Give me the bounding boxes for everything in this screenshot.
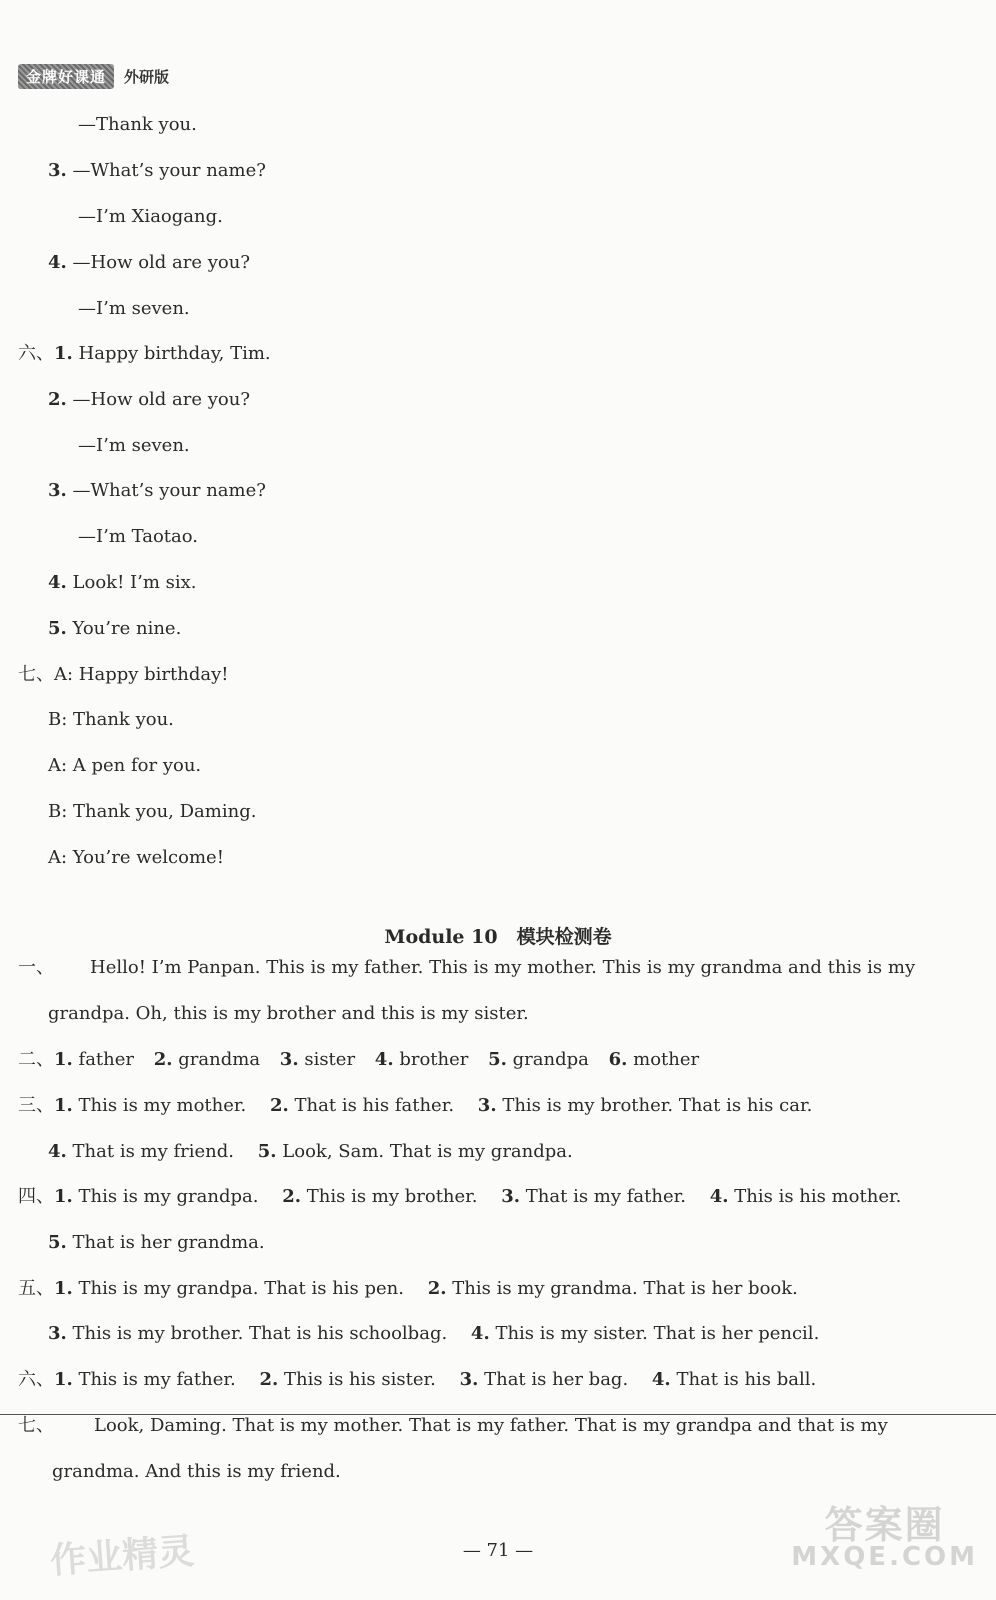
stamp-watermark: 作业精灵	[48, 1531, 196, 1582]
answer-line: —I’m Taotao.	[78, 526, 199, 547]
watermark-main: 答案圈	[824, 1503, 945, 1547]
answer-line: 3. —What’s your name?	[48, 480, 266, 501]
page-number: — 71 —	[462, 1540, 534, 1561]
answer-line: A: A pen for you.	[48, 755, 202, 776]
section-four-row-2: 5. That is her grandma.	[48, 1232, 265, 1253]
series-logo: 金牌好课通	[18, 64, 114, 89]
answer-line: 3. —What’s your name?	[48, 160, 266, 181]
answer-line: —I’m seven.	[78, 298, 190, 319]
answer-line: B: Thank you.	[48, 709, 174, 730]
section-five-row-1: 五、1. This is my grandpa. That is his pen. 2. This is my grandma. That is her book.	[18, 1278, 798, 1299]
answer-line: 六、1. Happy birthday, Tim.	[18, 343, 271, 364]
section-one-line-1: 一、 Hello! I’m Panpan. This is my father. This is my mother. This is my grandma and this is my	[18, 957, 916, 978]
answer-line: —I’m Xiaogang.	[78, 206, 223, 227]
answer-line: —Thank you.	[78, 114, 197, 135]
edition-label: 外研版	[124, 67, 170, 86]
section-five-row-2: 3. This is my brother. That is his schoolbag. 4. This is my sister. That is her pencil.	[48, 1323, 820, 1344]
section-two: 二、1. father 2. grandma 3. sister 4. brother 5. grandpa 6. mother	[18, 1049, 700, 1070]
section-seven-line-1: 七、 Look, Daming. That is my mother. That is my father. That is my grandpa and that is my	[18, 1415, 888, 1436]
section-seven-line-2: grandma. And this is my friend.	[52, 1461, 341, 1482]
section-six: 六、1. This is my father. 2. This is his sister. 3. That is her bag. 4. That is his ball.	[18, 1369, 817, 1390]
answer-line: 5. You’re nine.	[48, 618, 182, 639]
answer-line: 4. Look! I’m six.	[48, 572, 197, 593]
site-watermark	[791, 1503, 978, 1572]
module-title: Module 10 模块检测卷	[384, 926, 612, 948]
watermark-sub: MXQE.COM	[791, 1542, 978, 1572]
section-four-row-1: 四、1. This is my grandpa. 2. This is my brother. 3. That is my father. 4. This is his mother.	[18, 1186, 902, 1207]
answer-line: 七、A: Happy birthday!	[18, 664, 229, 685]
answer-line: A: You’re welcome!	[48, 847, 224, 868]
answer-line: —I’m seven.	[78, 435, 190, 456]
header-badge	[18, 64, 169, 88]
answer-line: 4. —How old are you?	[48, 252, 250, 273]
section-three-row-1: 三、1. This is my mother. 2. That is his father. 3. This is my brother. That is his car.	[18, 1095, 813, 1116]
section-one-line-2: grandpa. Oh, this is my brother and this is my sister.	[48, 1003, 529, 1024]
answer-line: B: Thank you, Daming.	[48, 801, 257, 822]
answer-line: 2. —How old are you?	[48, 389, 250, 410]
section-three-row-2: 4. That is my friend. 5. Look, Sam. That is my grandpa.	[48, 1141, 573, 1162]
